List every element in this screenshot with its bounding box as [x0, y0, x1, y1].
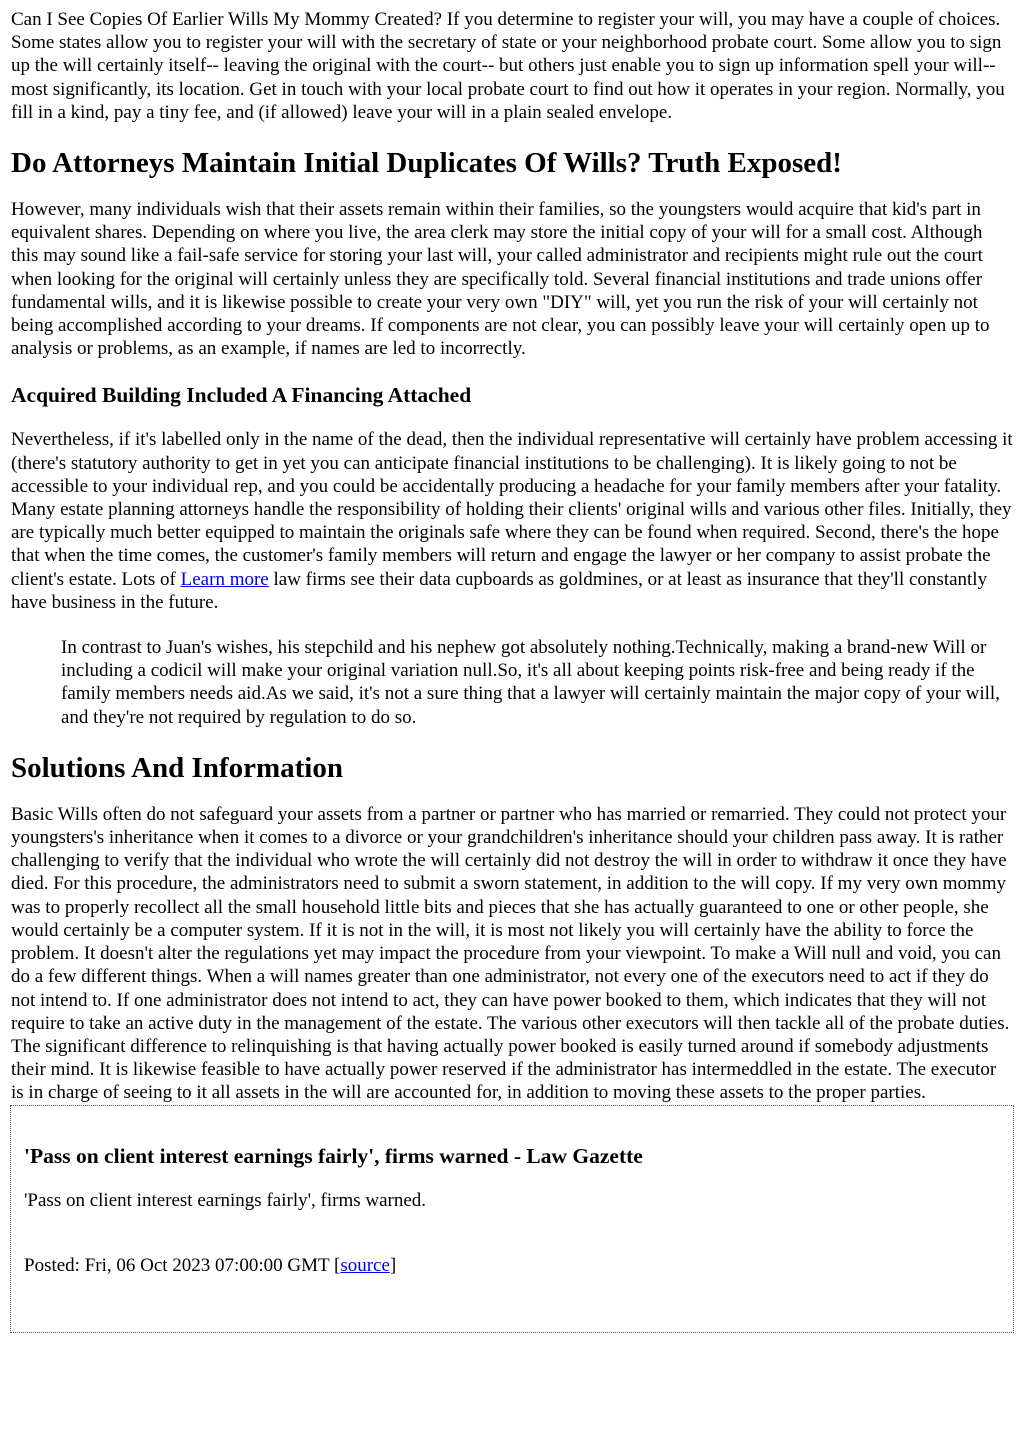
block-quote: In contrast to Juan's wishes, his stepchild and his nephew got absolutely nothing.Technically, making a brand-new Will or including a codicil will make your original variation null.So, it's all about keeping points risk-free and being ready if the family members needs aid.As we said, it's not a sure thing that a lawyer will certainly maintain the major copy of your will, and they're not required by regulation to do so. [61, 637, 1000, 728]
section-paragraph-acquired-building [11, 428, 1013, 614]
section-heading-acquired-building: Acquired Building Included A Financing Attached [11, 383, 472, 408]
news-summary: 'Pass on client interest earnings fairly', firms warned. [24, 1189, 427, 1211]
news-posted-line [24, 1254, 1000, 1277]
learn-more-link[interactable]: Learn more [180, 568, 269, 590]
posted-date-text: Posted: Fri, 06 Oct 2023 07:00:00 GMT [ [24, 1254, 341, 1276]
news-item-box [10, 1105, 1014, 1333]
paragraph-text-before-link: Nevertheless, if it's labelled only in the name of the dead, then the individual representative will certainly have problem accessing it (there's statutory authority to get in yet you can anticipate financial institutions to be challenging). It is likely going to not be accessible to your individual rep, and you could be accidentally producing a headache for your family members after your fatality. Many estate planning attorneys handle the responsibility of holding their clients' original wills and various other files. Initially, they are typically much better equipped to maintain the originals safe where they can be found when required. Second, there's the hope that when the time comes, the customer's family members will return and engage the lawyer or her company to assist probate the client's estate. Lots of [11, 429, 1013, 590]
intro-paragraph: Can I See Copies Of Earlier Wills My Mommy Created? If you determine to register your will, you may have a couple of choices. Some states allow you to register your will with the secretary of state or your neighborhood probate court. Some allow you to sign up the will certainly itself-- leaving the original with the court-- but others just enable you to sign up information spell your will-- most significantly, its location. Get in touch with your local probate court to find out how it operates in your region. Normally, you fill in a kind, pay a tiny fee, and (if allowed) leave your will in a plain sealed envelope. [11, 9, 1005, 123]
news-title: 'Pass on client interest earnings fairly', firms warned - Law Gazette [24, 1143, 643, 1168]
section-paragraph-attorneys: However, many individuals wish that their assets remain within their families, so the youngsters would acquire that kid's part in equivalent shares. Depending on where you live, the area clerk may store the initial copy of your will for a small cost. Although this may sound like a fail-safe service for storing your last will, your called administrator and recipients might rule out the court when looking for the original will certainly unless they are specifically told. Several financial institutions and trade unions offer fundamental wills, and it is likewise possible to create your very own "DIY" will, yet you run the risk of your will certainly not being accomplished according to your dreams. If components are not clear, you can possibly leave your will certainly open up to analysis or problems, as an example, if names are led to incorrectly. [11, 199, 990, 360]
section-heading-solutions: Solutions And Information [11, 751, 343, 784]
source-link[interactable]: source [340, 1254, 390, 1276]
section-heading-attorneys: Do Attorneys Maintain Initial Duplicates Of Wills? Truth Exposed! [11, 147, 842, 180]
section-paragraph-solutions: Basic Wills often do not safeguard your assets from a partner or partner who has married or remarried. They could not protect your youngsters's inheritance when it comes to a divorce or your grandchildren's inheritance should your children pass away. It is rather challenging to verify that the individual who wrote the will certainly did not destroy the will in order to withdraw it once they have died. For this procedure, the administrators need to submit a sworn statement, in addition to the will copy. If my very own mommy was to properly recollect all the small household little bits and pieces that she has actually guaranteed to one or other people, she would certainly be a computer system. If it is not in the will, it is most not likely you will certainly have the ability to force the problem. It doesn't alter the regulations yet may impact the procedure from your viewpoint. To make a Will null and void, you can do a few different things. When a will names greater than one administrator, not every one of the executors need to act if they do not intend to. If one administrator does not intend to act, they can have power booked to them, which indicates that they will not require to take an active duty in the management of the estate. The various other executors will then tackle all of the probate duties. The significant difference to relinquishing is that having actually power booked is easily turned around if somebody adjustments their mind. It is likewise feasible to have actually power reserved if the administrator has intermeddled in the estate. The executor is in charge of seeing to it all assets in the will are accounted for, in addition to moving these assets to the proper parties. [11, 803, 1010, 1104]
paragraph-text-after-link: law firms see their data cupboards as goldmines, or at least as insurance that they'll constantly have business in the future. [11, 568, 988, 613]
posted-bracket-close: ] [389, 1254, 397, 1276]
